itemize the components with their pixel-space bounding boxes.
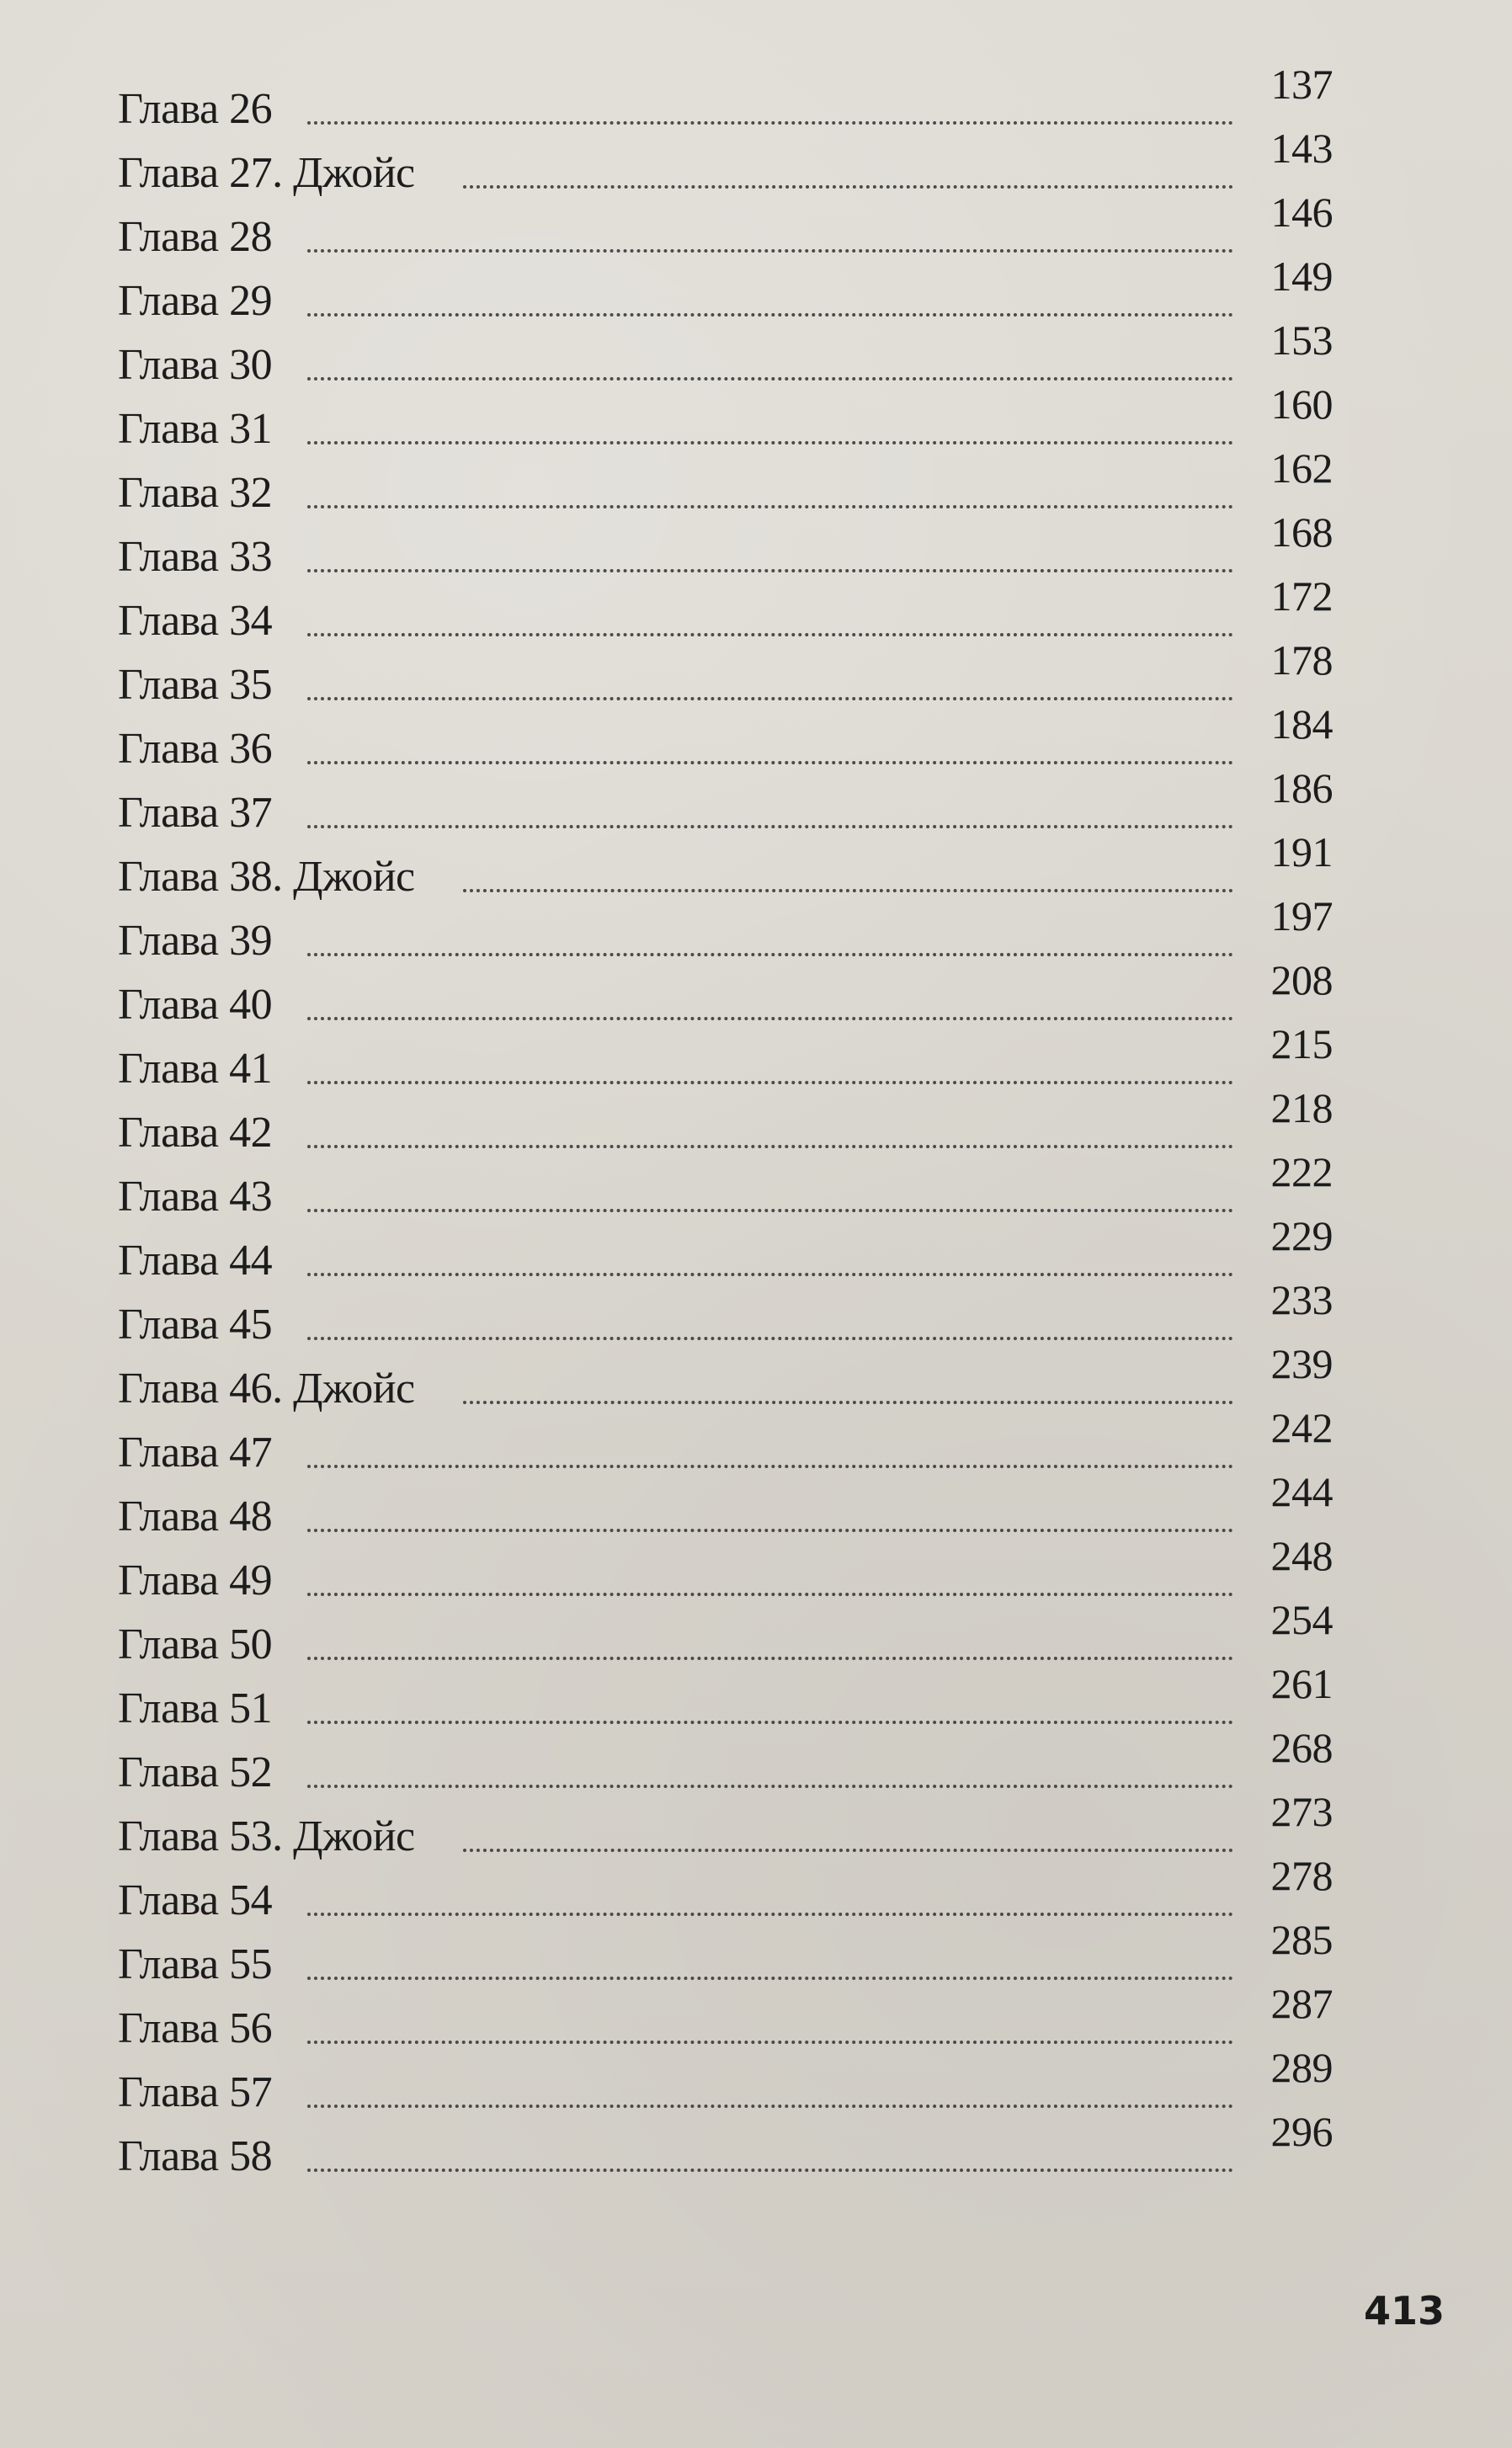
chapter-title: Глава 52	[118, 1748, 273, 1796]
chapter-title: Глава 49	[118, 1557, 273, 1605]
chapter-page-number: 208	[1270, 956, 1333, 1003]
chapter-page-number: 215	[1270, 1020, 1333, 1067]
dot-leader	[307, 1266, 1233, 1276]
toc-entry	[118, 125, 1347, 205]
dot-leader	[307, 1330, 1233, 1340]
chapter-title: Глава 37	[118, 789, 273, 837]
chapter-page-number: 197	[1270, 892, 1333, 939]
dot-leader	[307, 690, 1233, 700]
chapter-title: Глава 46. Джойс	[118, 1365, 415, 1413]
toc-entry	[118, 317, 1347, 397]
chapter-title: Глава 56	[118, 2004, 273, 2052]
toc-entry	[118, 1532, 1347, 1613]
chapter-title: Глава 31	[118, 405, 273, 453]
toc-entry	[118, 1020, 1347, 1101]
toc-entry	[118, 1468, 1347, 1549]
dot-leader	[307, 434, 1233, 444]
dot-leader	[307, 1970, 1233, 1980]
dot-leader	[307, 1650, 1233, 1660]
toc-entry	[118, 508, 1347, 589]
chapter-page-number: 168	[1270, 508, 1333, 556]
dot-leader	[307, 1522, 1233, 1532]
chapter-page-number: 143	[1270, 125, 1333, 172]
chapter-page-number: 244	[1270, 1468, 1333, 1515]
chapter-page-number: 229	[1270, 1212, 1333, 1259]
chapter-page-number: 287	[1270, 1980, 1333, 2027]
chapter-title: Глава 39	[118, 917, 273, 965]
chapter-title: Глава 54	[118, 1876, 273, 1924]
page-number: 413	[1363, 2288, 1445, 2334]
table-of-contents	[118, 61, 1347, 2189]
toc-entry	[118, 1340, 1347, 1421]
chapter-title: Глава 28	[118, 213, 273, 261]
toc-entry	[118, 381, 1347, 461]
chapter-title: Глава 58	[118, 2132, 273, 2180]
chapter-title: Глава 47	[118, 1429, 273, 1477]
chapter-title: Глава 26	[118, 85, 273, 133]
toc-entry	[118, 1276, 1347, 1357]
chapter-page-number: 191	[1270, 828, 1333, 875]
chapter-title: Глава 48	[118, 1493, 273, 1541]
dot-leader	[307, 754, 1233, 764]
toc-entry	[118, 1980, 1347, 2061]
toc-entry	[118, 444, 1347, 525]
chapter-title: Глава 57	[118, 2068, 273, 2116]
dot-leader	[307, 370, 1233, 381]
chapter-title: Глава 51	[118, 1684, 273, 1732]
toc-entry	[118, 956, 1347, 1037]
chapter-page-number: 149	[1270, 253, 1333, 300]
chapter-title: Глава 35	[118, 661, 273, 709]
toc-entry	[118, 253, 1347, 333]
chapter-page-number: 296	[1270, 2108, 1333, 2155]
chapter-title: Глава 42	[118, 1109, 273, 1157]
dot-leader	[307, 2034, 1233, 2044]
chapter-page-number: 242	[1270, 1404, 1333, 1451]
chapter-title: Глава 55	[118, 1940, 273, 1988]
chapter-page-number: 239	[1270, 1340, 1333, 1387]
chapter-title: Глава 27. Джойс	[118, 149, 415, 197]
chapter-title: Глава 36	[118, 725, 273, 773]
toc-entry	[118, 1148, 1347, 1229]
chapter-title: Глава 50	[118, 1620, 273, 1668]
chapter-title: Глава 40	[118, 981, 273, 1029]
chapter-page-number: 248	[1270, 1532, 1333, 1579]
dot-leader	[463, 1394, 1233, 1404]
toc-entry	[118, 1596, 1347, 1677]
chapter-page-number: 273	[1270, 1788, 1333, 1835]
dot-leader	[307, 2098, 1233, 2108]
dot-leader	[463, 1842, 1233, 1852]
toc-entry	[118, 1084, 1347, 1165]
dot-leader	[307, 1714, 1233, 1724]
toc-entry	[118, 189, 1347, 269]
chapter-page-number: 162	[1270, 444, 1333, 492]
chapter-page-number: 146	[1270, 189, 1333, 236]
chapter-page-number: 178	[1270, 636, 1333, 684]
toc-entry	[118, 1212, 1347, 1293]
chapter-page-number: 222	[1270, 1148, 1333, 1195]
toc-entry	[118, 828, 1347, 909]
toc-entry	[118, 1916, 1347, 1997]
chapter-page-number: 218	[1270, 1084, 1333, 1131]
dot-leader	[307, 1010, 1233, 1020]
chapter-title: Глава 29	[118, 277, 273, 325]
toc-entry	[118, 61, 1347, 141]
chapter-page-number: 137	[1270, 61, 1333, 108]
dot-leader	[307, 946, 1233, 956]
dot-leader	[307, 114, 1233, 125]
chapter-title: Глава 53. Джойс	[118, 1812, 415, 1860]
toc-entry	[118, 1724, 1347, 1805]
dot-leader	[307, 242, 1233, 253]
chapter-title: Глава 30	[118, 341, 273, 389]
toc-entry	[118, 636, 1347, 717]
dot-leader	[463, 178, 1233, 189]
toc-entry	[118, 1788, 1347, 1869]
chapter-title: Глава 33	[118, 533, 273, 581]
dot-leader	[307, 2162, 1233, 2172]
dot-leader	[307, 818, 1233, 828]
dot-leader	[307, 1586, 1233, 1596]
toc-entry	[118, 764, 1347, 845]
chapter-page-number: 261	[1270, 1660, 1333, 1707]
chapter-page-number: 285	[1270, 1916, 1333, 1963]
dot-leader	[307, 1906, 1233, 1916]
dot-leader	[307, 1778, 1233, 1788]
chapter-page-number: 278	[1270, 1852, 1333, 1899]
chapter-page-number: 172	[1270, 572, 1333, 620]
chapter-page-number: 153	[1270, 317, 1333, 364]
chapter-page-number: 186	[1270, 764, 1333, 812]
chapter-page-number: 160	[1270, 381, 1333, 428]
toc-entry	[118, 700, 1347, 781]
chapter-title: Глава 32	[118, 469, 273, 517]
dot-leader	[307, 1138, 1233, 1148]
dot-leader	[307, 1202, 1233, 1212]
toc-entry	[118, 2108, 1347, 2189]
dot-leader	[463, 882, 1233, 892]
chapter-title: Глава 45	[118, 1301, 273, 1349]
chapter-title: Глава 34	[118, 597, 273, 645]
toc-entry	[118, 1660, 1347, 1741]
chapter-page-number: 268	[1270, 1724, 1333, 1771]
toc-entry	[118, 572, 1347, 653]
dot-leader	[307, 562, 1233, 572]
dot-leader	[307, 498, 1233, 508]
chapter-page-number: 289	[1270, 2044, 1333, 2091]
chapter-page-number: 254	[1270, 1596, 1333, 1643]
toc-entry	[118, 2044, 1347, 2125]
chapter-page-number: 184	[1270, 700, 1333, 748]
toc-entry	[118, 1852, 1347, 1933]
dot-leader	[307, 306, 1233, 317]
chapter-title: Глава 44	[118, 1237, 273, 1285]
dot-leader	[307, 1458, 1233, 1468]
dot-leader	[307, 626, 1233, 636]
chapter-page-number: 233	[1270, 1276, 1333, 1323]
dot-leader	[307, 1074, 1233, 1084]
toc-entry	[118, 892, 1347, 973]
chapter-title: Глава 41	[118, 1045, 273, 1093]
chapter-title: Глава 43	[118, 1173, 273, 1221]
chapter-title: Глава 38. Джойс	[118, 853, 415, 901]
toc-entry	[118, 1404, 1347, 1485]
